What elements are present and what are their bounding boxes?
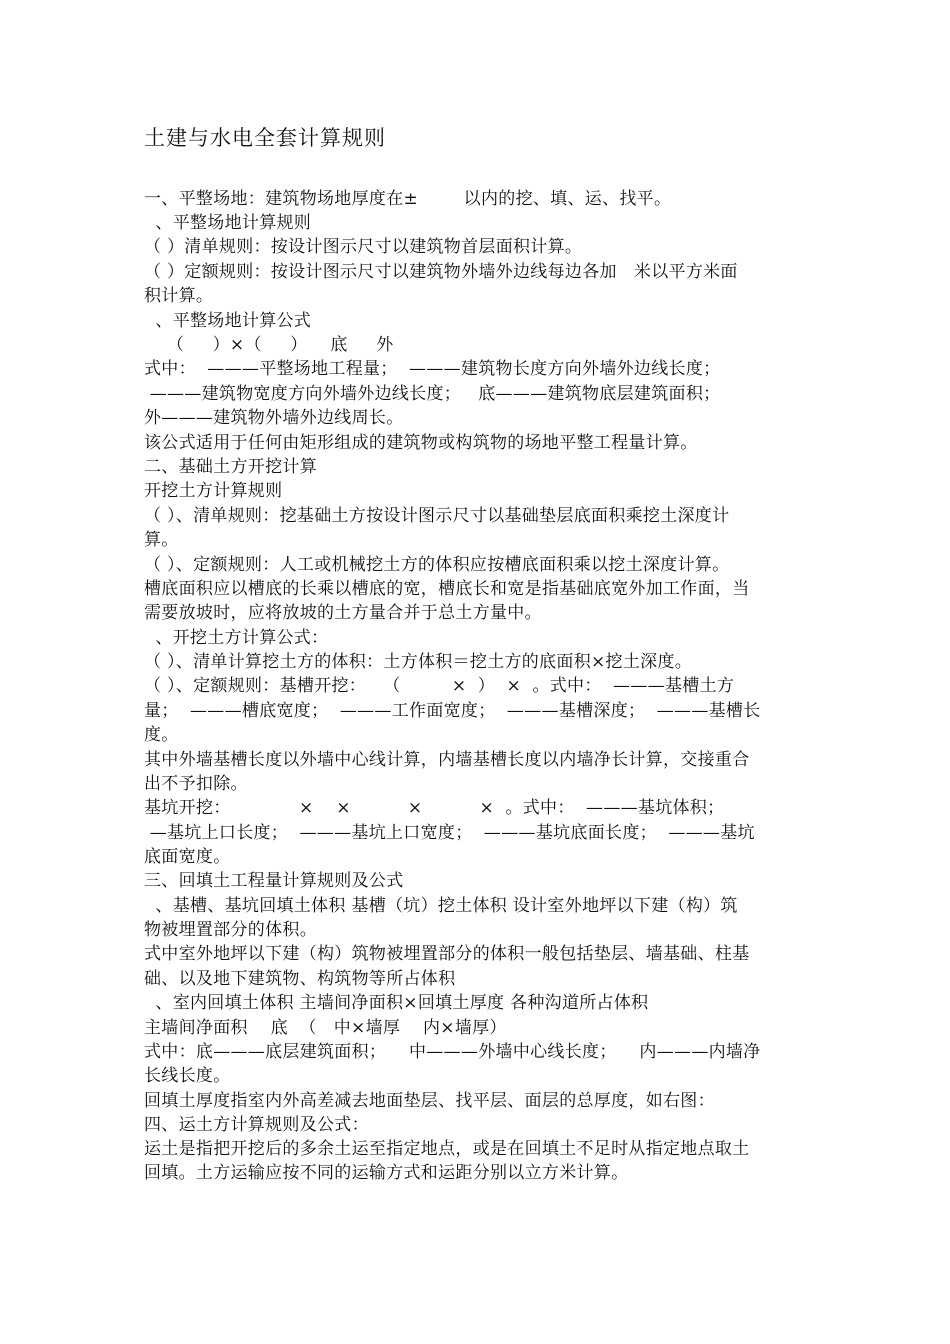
- text-line: （ ）、清单规则：挖基础土方按设计图示尺寸以基础垫层底面积乘挖土深度计: [144, 506, 730, 526]
- text-line: 其中外墙基槽长度以外墙中心线计算，内墙基槽长度以内墙净长计算，交接重合: [144, 750, 750, 770]
- text-line: 、平整场地计算公式: [144, 311, 312, 331]
- text-line: 主墙间净面积 底 （ 中×墙厚 内×墙厚）: [144, 1018, 507, 1038]
- text-line: 础、以及地下建筑物、构筑物等所占体积: [144, 969, 456, 989]
- text-line: 基坑开挖： × × × × 。式中： ———基坑体积；: [144, 798, 725, 818]
- text-line: 、基槽、基坑回填土体积 基槽（坑）挖土体积 设计室外地坪以下建（构）筑: [144, 896, 738, 916]
- text-line: （ ）定额规则：按设计图示尺寸以建筑物外墙外边线每边各加 米以平方米面: [144, 262, 738, 282]
- text-line: 开挖土方计算规则: [144, 481, 283, 501]
- text-line: 式中室外地坪以下建（构）筑物被埋置部分的体积一般包括垫层、墙基础、柱基: [144, 944, 750, 964]
- text-line: 底面宽度。: [144, 847, 231, 867]
- text-line: 外———建筑物外墙外边线周长。: [144, 408, 404, 428]
- text-line: 长线长度。: [144, 1066, 231, 1086]
- text-line: 、平整场地计算规则: [144, 213, 312, 233]
- text-line: ———建筑物宽度方向外墙外边线长度； 底———建筑物底层建筑面积；: [144, 384, 721, 404]
- text-line: 度。: [144, 725, 179, 745]
- text-line: 式中：底———底层建筑面积； 中———外墙中心线长度； 内———内墙净: [144, 1042, 761, 1062]
- text-line: 回填。土方运输应按不同的运输方式和运距分别以立方米计算。: [144, 1163, 629, 1183]
- text-line: 一、平整场地：建筑物场地厚度在± 以内的挖、填、运、找平。: [144, 189, 672, 209]
- text-line: 算。: [144, 530, 179, 550]
- text-line: （ ）、清单计算挖土方的体积：土方体积＝挖土方的底面积×挖土深度。: [144, 652, 693, 672]
- text-line: （ ）、定额规则：基槽开挖： （ × ） × 。式中： ———基槽土方: [144, 676, 735, 696]
- text-line: 、开挖土方计算公式：: [144, 628, 329, 648]
- text-line: （ ）、定额规则：人工或机械挖土方的体积应按槽底面积乘以挖土深度计算。: [144, 555, 730, 575]
- text-line: 、室内回填土体积 主墙间净面积×回填土厚度 各种沟道所占体积: [144, 993, 649, 1013]
- text-line: 式中： ———平整场地工程量； ———建筑物长度方向外墙外边线长度；: [144, 359, 721, 379]
- text-line: 二、基础土方开挖计算: [144, 457, 317, 477]
- document-title: 土建与水电全套计算规则: [144, 126, 386, 150]
- text-line: —基坑上口长度； ———基坑上口宽度； ———基坑底面长度； ———基坑: [144, 823, 755, 843]
- text-line: （ ）清单规则：按设计图示尺寸以建筑物首层面积计算。: [144, 237, 583, 257]
- text-line: 物被埋置部分的体积。: [144, 920, 317, 940]
- text-line: 该公式适用于任何由矩形组成的建筑物或构筑物的场地平整工程量计算。: [144, 433, 698, 453]
- text-line: 需要放坡时，应将放坡的土方量合并于总土方量中。: [144, 603, 542, 623]
- text-line: 运土是指把开挖后的多余土运至指定地点，或是在回填土不足时从指定地点取土: [144, 1139, 750, 1159]
- text-line: 四、运土方计算规则及公式：: [144, 1115, 369, 1135]
- text-line: 三、回填土工程量计算规则及公式: [144, 871, 404, 891]
- text-line: （ ）×（ ） 底 外: [144, 335, 394, 355]
- text-line: 量； ———槽底宽度； ———工作面宽度； ———基槽深度； ———基槽长: [144, 701, 761, 721]
- text-line: 槽底面积应以槽底的长乘以槽底的宽，槽底长和宽是指基础底宽外加工作面，当: [144, 579, 750, 599]
- text-line: 积计算。: [144, 286, 214, 306]
- text-line: 回填土厚度指室内外高差减去地面垫层、找平层、面层的总厚度，如右图：: [144, 1091, 715, 1111]
- text-line: 出不予扣除。: [144, 774, 248, 794]
